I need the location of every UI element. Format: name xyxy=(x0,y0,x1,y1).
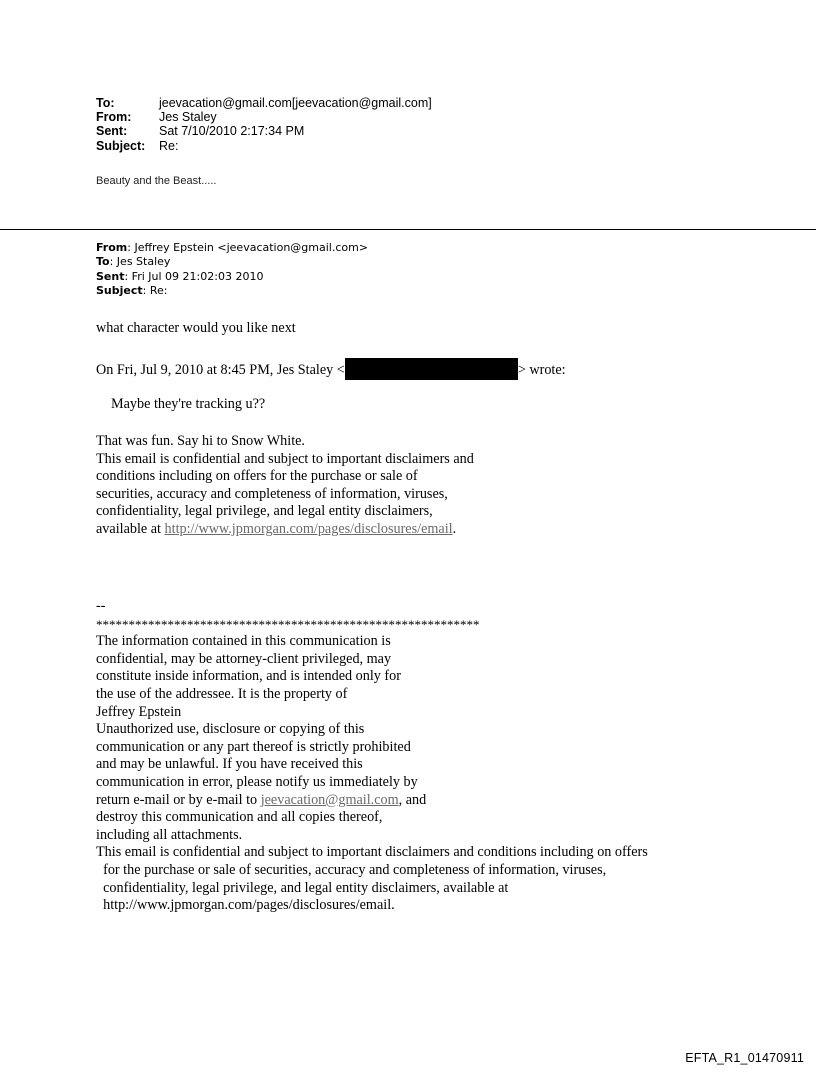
disclaimer-line-4: http://www.jpmorgan.com/pages/disclosures/email. xyxy=(96,897,395,914)
from-label: From: xyxy=(96,110,132,125)
quoted-from-label: From xyxy=(96,241,128,254)
attribution-before: On Fri, Jul 9, 2010 at 8:45 PM, Jes Staley < xyxy=(96,362,345,378)
sig-line-5: Jeffrey Epstein xyxy=(96,703,182,720)
sig-line-2: confidential, may be attorney-client privileged, may xyxy=(96,650,392,667)
sig-line-10 xyxy=(96,792,648,810)
header-divider xyxy=(0,229,816,230)
sig-dashes: -- xyxy=(96,598,106,614)
jpm-line-5: confidentiality, legal privilege, and legal entity disclaimers, xyxy=(96,503,433,520)
jpm-line-1: That was fun. Say hi to Snow White. xyxy=(96,433,305,449)
quoted-sent-row xyxy=(96,270,368,284)
quoted-line xyxy=(111,396,265,414)
quoted-to-row xyxy=(96,255,368,269)
reply-line: what character would you like next xyxy=(96,320,296,336)
quoted-sent-value: : Fri Jul 09 21:02:03 2010 xyxy=(124,269,264,283)
sent-row xyxy=(96,124,432,138)
jpm-line-6 xyxy=(96,521,474,539)
quoted-subject-value: : Re: xyxy=(142,283,168,297)
sig-line-4: the use of the addressee. It is the property of xyxy=(96,685,348,702)
sig-line-3: constitute inside information, and is intended only for xyxy=(96,668,401,685)
email-link[interactable]: jeevacation@gmail.com xyxy=(260,791,399,808)
attribution-after: > wrote: xyxy=(517,362,566,378)
jpm-line-6-prefix: available at xyxy=(96,520,165,537)
redaction-box xyxy=(345,358,518,380)
subject-label: Subject: xyxy=(96,138,146,153)
quoted-to-value: : Jes Staley xyxy=(109,255,171,269)
from-row xyxy=(96,110,432,124)
to-value: jeevacation@gmail.com[jeevacation@gmail.com] xyxy=(159,96,432,110)
quoted-subject-label: Subject xyxy=(96,283,143,297)
jpm-line-3: conditions including on offers for the purchase or sale of xyxy=(96,468,418,485)
disclaimer-line-3: confidentiality, legal privilege, and legal entity disclaimers, available at xyxy=(96,879,509,896)
from-value: Jes Staley xyxy=(159,110,217,125)
document-id: EFTA_R1_01470911 xyxy=(685,1051,804,1065)
attribution-line xyxy=(96,358,566,380)
disclaimer-line-1: This email is confidential and subject to important disclaimers and conditions including on offers xyxy=(96,844,648,861)
quoted-to-label: To xyxy=(96,255,110,269)
to-row xyxy=(96,96,432,110)
top-message-body: Beauty and the Beast..... xyxy=(96,175,217,187)
jpm-line-4: securities, accuracy and completeness of information, viruses, xyxy=(96,485,448,502)
subject-row xyxy=(96,139,432,153)
quoted-from-row xyxy=(96,241,368,255)
sig-stars: *********************************************************** xyxy=(96,616,480,632)
sig-line-11: destroy this communication and all copies thereof, xyxy=(96,809,383,826)
sig-line-9: communication in error, please notify us immediately by xyxy=(96,773,418,790)
jpm-line-6-suffix: . xyxy=(452,520,457,537)
jpm-disclosure-link[interactable]: http://www.jpmorgan.com/pages/disclosures/email xyxy=(164,520,453,537)
reply-text xyxy=(96,320,296,338)
sig-line-7: communication or any part thereof is strictly prohibited xyxy=(96,738,411,755)
disclaimer-line-2: for the purchase or sale of securities, accuracy and completeness of information, viruses, xyxy=(96,861,607,878)
sig-line-8: and may be unlawful. If you have received this xyxy=(96,756,363,773)
sent-label: Sent: xyxy=(96,124,128,139)
sig-line-12: including all attachments. xyxy=(96,826,243,843)
quoted-subject-row xyxy=(96,284,368,298)
quoted-text: Maybe they're tracking u?? xyxy=(111,396,266,412)
jpm-disclaimer-block xyxy=(96,433,474,539)
sig-line-10-suffix: , and xyxy=(398,791,427,808)
sent-value: Sat 7/10/2010 2:17:34 PM xyxy=(159,124,305,139)
to-label: To: xyxy=(96,96,115,110)
subject-value: Re: xyxy=(159,138,179,153)
sig-line-1: The information contained in this communication is xyxy=(96,633,391,650)
sig-line-6: Unauthorized use, disclosure or copying of this xyxy=(96,721,365,738)
email-header xyxy=(96,96,432,153)
quoted-from-value: : Jeffrey Epstein <jeevacation@gmail.com> xyxy=(127,241,369,254)
quoted-sent-label: Sent xyxy=(96,269,125,283)
jpm-line-2: This email is confidential and subject to important disclaimers and xyxy=(96,450,474,467)
sig-line-10-prefix: return e-mail or by e-mail to xyxy=(96,791,261,808)
signature-block xyxy=(96,598,648,915)
quoted-email-header xyxy=(96,241,368,298)
